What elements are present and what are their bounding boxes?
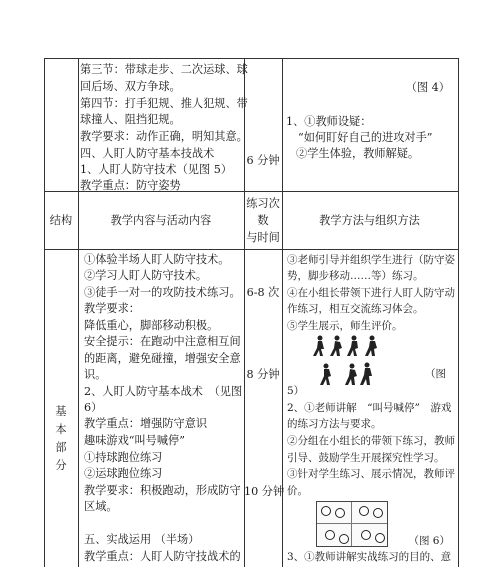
header-practice: 练习次 <box>246 197 280 210</box>
text-line: 四、人盯人防守基本技战术 <box>80 147 215 160</box>
text-line: 势，脚步移动……等）练习。 <box>287 270 424 282</box>
text-line: 识。 <box>84 368 107 381</box>
text-line: ②学习人盯人防守技术。 <box>84 269 208 282</box>
text-line: 降低重心，脚部移动积极。 <box>84 319 219 332</box>
text-line: 作练习，相互交流练习体会。 <box>287 303 424 315</box>
player-marker <box>375 533 385 543</box>
section-char: 部 <box>55 441 67 454</box>
player-marker <box>325 530 335 540</box>
player-marker <box>335 508 345 518</box>
text-line: 教学重点：增强防守意识 <box>84 417 208 430</box>
player-marker <box>339 534 349 544</box>
figure-6-label: （图 6） <box>408 535 450 547</box>
text-line: 回后场、双方争球。 <box>80 80 181 93</box>
figure-4-label: （图 4） <box>405 81 450 94</box>
col-divider <box>78 59 79 567</box>
text-line: 五、实战运用 （半场） <box>84 533 200 546</box>
header-practice: 数 <box>257 214 269 227</box>
figure-5-label: 5） <box>287 385 305 397</box>
court-line <box>317 523 387 524</box>
text-line: ②运球跑位练习 <box>84 467 163 480</box>
text-line: 的练习方法与要求。 <box>287 418 382 430</box>
row-divider <box>45 249 458 250</box>
figure-6-court-diagram <box>316 501 388 547</box>
text-line: 区域。 <box>84 500 118 513</box>
text-line: ⑤学生展示，师生评价。 <box>287 320 403 332</box>
header-method: 教学方法与组织方法 <box>319 214 420 227</box>
header-content: 教学内容与活动内容 <box>110 214 212 227</box>
text-line: 教学要求：动作正确，明知其意。 <box>80 130 248 143</box>
text-line: ②学生体验，教师解疑。 <box>296 147 420 160</box>
top-time: 6 分钟 <box>246 154 280 167</box>
text-line: 教学要求：积极跑动，形成防守 <box>84 484 241 497</box>
text-line: 教学要求： <box>84 302 140 315</box>
text-line: 第四节：打手犯规、推人犯规、带 <box>80 97 248 110</box>
court-line <box>351 502 352 546</box>
text-line: ①体验半场人盯人防守技术。 <box>84 253 230 266</box>
player-marker <box>361 530 371 540</box>
text-line: “如何盯好自己的进攻对手” <box>298 131 433 144</box>
text-line: ③针对学生练习、展示情况，教师评 <box>287 468 455 480</box>
text-line: 2、人盯人防守基本战术 （见图 <box>84 385 243 398</box>
figure-5-players-icon <box>312 334 382 388</box>
text-line: 安全提示：在跑动中注意相互间 <box>84 335 241 348</box>
time-value: 8 分钟 <box>246 368 280 381</box>
section-char: 基 <box>55 405 67 418</box>
text-line: ①持球跑位练习 <box>84 451 163 464</box>
text-line: 2、①老师讲解 “叫号喊停” 游戏 <box>287 402 452 414</box>
time-value: 6-8 次 <box>246 286 280 299</box>
time-value: 10 分钟 <box>244 485 285 498</box>
text-line: 的距离，避免碰撞，增强安全意 <box>84 352 241 365</box>
text-line: 教学重点：防守姿势 <box>80 179 181 192</box>
text-line: ②分组在小组长的带领下练习，教师 <box>287 435 455 447</box>
player-marker <box>373 508 383 518</box>
player-marker <box>321 506 331 516</box>
text-line: 1、①教师设疑： <box>286 115 372 128</box>
text-line: ③老师引导并组织学生进行（防守姿 <box>287 254 455 266</box>
text-line: 第三节：带球走步、二次运球、球 <box>80 63 248 76</box>
text-line: 3、①教师讲解实战练习的目的、意 <box>287 551 452 563</box>
header-practice: 与时间 <box>246 231 280 244</box>
text-line: 价。 <box>287 485 308 497</box>
text-line: ③徒手一对一的攻防技术练习。 <box>84 286 241 299</box>
text-line: 引导、鼓励学生开展探究性学习。 <box>287 452 445 464</box>
section-char: 分 <box>55 459 67 472</box>
text-line: 教学重点：人盯人防守技战术的 <box>84 550 241 563</box>
text-line: 趣味游戏“叫号喊停” <box>84 434 185 447</box>
text-line: 1、人盯人防守技术（见图 5） <box>80 163 233 176</box>
text-line: 球撞人、阻挡犯规。 <box>80 113 181 126</box>
figure-5-label: （图 <box>425 368 446 380</box>
text-line: ④在小组长带领下进行人盯人防守动 <box>287 287 455 299</box>
player-marker <box>359 506 369 516</box>
header-structure: 结构 <box>49 214 73 227</box>
section-char: 本 <box>55 423 67 436</box>
text-line: 6） <box>84 401 103 414</box>
